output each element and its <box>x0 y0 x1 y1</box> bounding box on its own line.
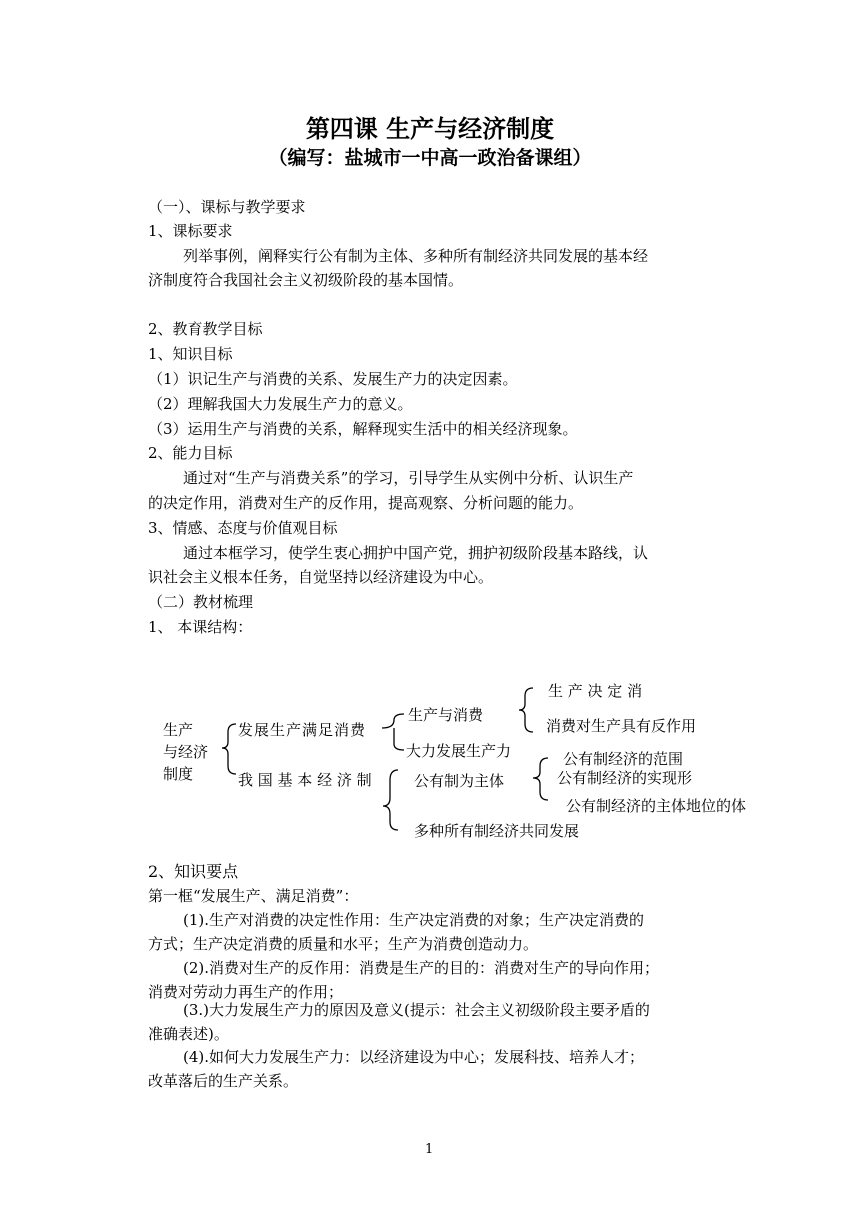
paragraph-line: 识社会主义根本任务，自觉坚持以经济建设为中心。 <box>148 568 494 586</box>
paragraph-line: 的决定作用，消费对生产的反作用，提高观察、分析问题的能力。 <box>148 494 584 512</box>
heading-knowledge-points: 2、知识要点 <box>148 862 239 881</box>
heading-teaching-objectives: 2、教育教学目标 <box>148 320 263 338</box>
heading-lesson-structure: 1、 本课结构： <box>148 618 253 636</box>
diagram-root-line: 制度 <box>163 765 194 783</box>
diagram-sub-a1: 生产与消费 <box>408 706 484 724</box>
page-title: 第四课 生产与经济制度 <box>305 114 555 143</box>
paragraph-line: 列举事例，阐释实行公有制为主体、多种所有制经济共同发展的基本经 <box>183 247 649 265</box>
page-number: 1 <box>425 1142 434 1157</box>
page-subtitle: （编写：盐城市一中高一政治备课组） <box>268 147 592 169</box>
diagram-leaf: 消费对生产具有反作用 <box>546 717 697 735</box>
frame-label: 第一框“发展生产、满足消费”： <box>148 887 359 905</box>
brace-branch-a <box>382 714 404 750</box>
diagram-leaf: 公有制经济的实现形 <box>557 769 693 787</box>
knowledge-item: （1）识记生产与消费的关系、发展生产力的决定因素。 <box>148 370 518 388</box>
heading-ability-objectives: 2、能力目标 <box>148 444 233 462</box>
diagram-sub-b2: 多种所有制经济共同发展 <box>414 822 580 840</box>
knowledge-point-line: (4).如何大力发展生产力：以经济建设为中心；发展科技、培养人才； <box>183 1048 645 1066</box>
knowledge-point-line: (2).消费对生产的反作用：消费是生产的目的：消费对生产的导向作用； <box>183 959 660 977</box>
knowledge-point-line: 改革落后的生产关系。 <box>148 1072 299 1090</box>
heading-emotion-objectives: 3、情感、态度与价值观目标 <box>148 519 338 537</box>
section-heading-standards: （一）、课标与教学要求 <box>148 198 306 216</box>
knowledge-item: （3）运用生产与消费的关系，解释现实生活中的相关经济现象。 <box>148 420 578 438</box>
knowledge-point-line: (3.)大力发展生产力的原因及意义(提示：社会主义初级阶段主要矛盾的 <box>183 1001 650 1019</box>
diagram-branch-b: 我 国 基 本 经 济 制 <box>238 771 372 789</box>
paragraph-line: 通过对“生产与消费关系”的学习，引导学生从实例中分析、认识生产 <box>183 469 634 487</box>
knowledge-point-line: 准确表述)。 <box>148 1025 229 1043</box>
knowledge-point-line: 方式；生产决定消费的质量和水平；生产为消费创造动力。 <box>148 935 539 953</box>
diagram-sub-b1: 公有制为主体 <box>414 772 505 790</box>
paragraph-line: 济制度符合我国社会主义初级阶段的基本国情。 <box>148 271 464 289</box>
knowledge-item: （2）理解我国大力发展生产力的意义。 <box>148 395 413 413</box>
brace-root <box>222 724 236 774</box>
diagram-root-line: 生产 <box>163 721 194 739</box>
diagram-branch-a: 发展生产满足消费 <box>238 721 367 739</box>
heading-curriculum-requirements: 1、课标要求 <box>148 222 233 240</box>
brace-branch-b <box>383 770 398 830</box>
diagram-leaf: 公有制经济的范围 <box>563 750 684 768</box>
knowledge-point-line: 消费对劳动力再生产的作用； <box>148 983 344 1001</box>
diagram-sub-a2: 大力发展生产力 <box>406 742 512 760</box>
brace-sub-b1 <box>533 758 548 800</box>
brace-sub-a1 <box>519 688 533 732</box>
heading-knowledge-objectives: 1、知识目标 <box>148 345 233 363</box>
diagram-leaf: 公有制经济的主体地位的体 <box>566 797 747 815</box>
paragraph-line: 通过本框学习，使学生衷心拥护中国产党，拥护初级阶段基本路线，认 <box>183 544 649 562</box>
diagram-root-line: 与经济 <box>163 743 209 761</box>
knowledge-point-line: (1).生产对消费的决定性作用：生产决定消费的对象；生产决定消费的 <box>183 911 645 929</box>
section-heading-material: （二）教材梳理 <box>148 593 254 611</box>
diagram-leaf: 生 产 决 定 消 <box>548 682 643 700</box>
